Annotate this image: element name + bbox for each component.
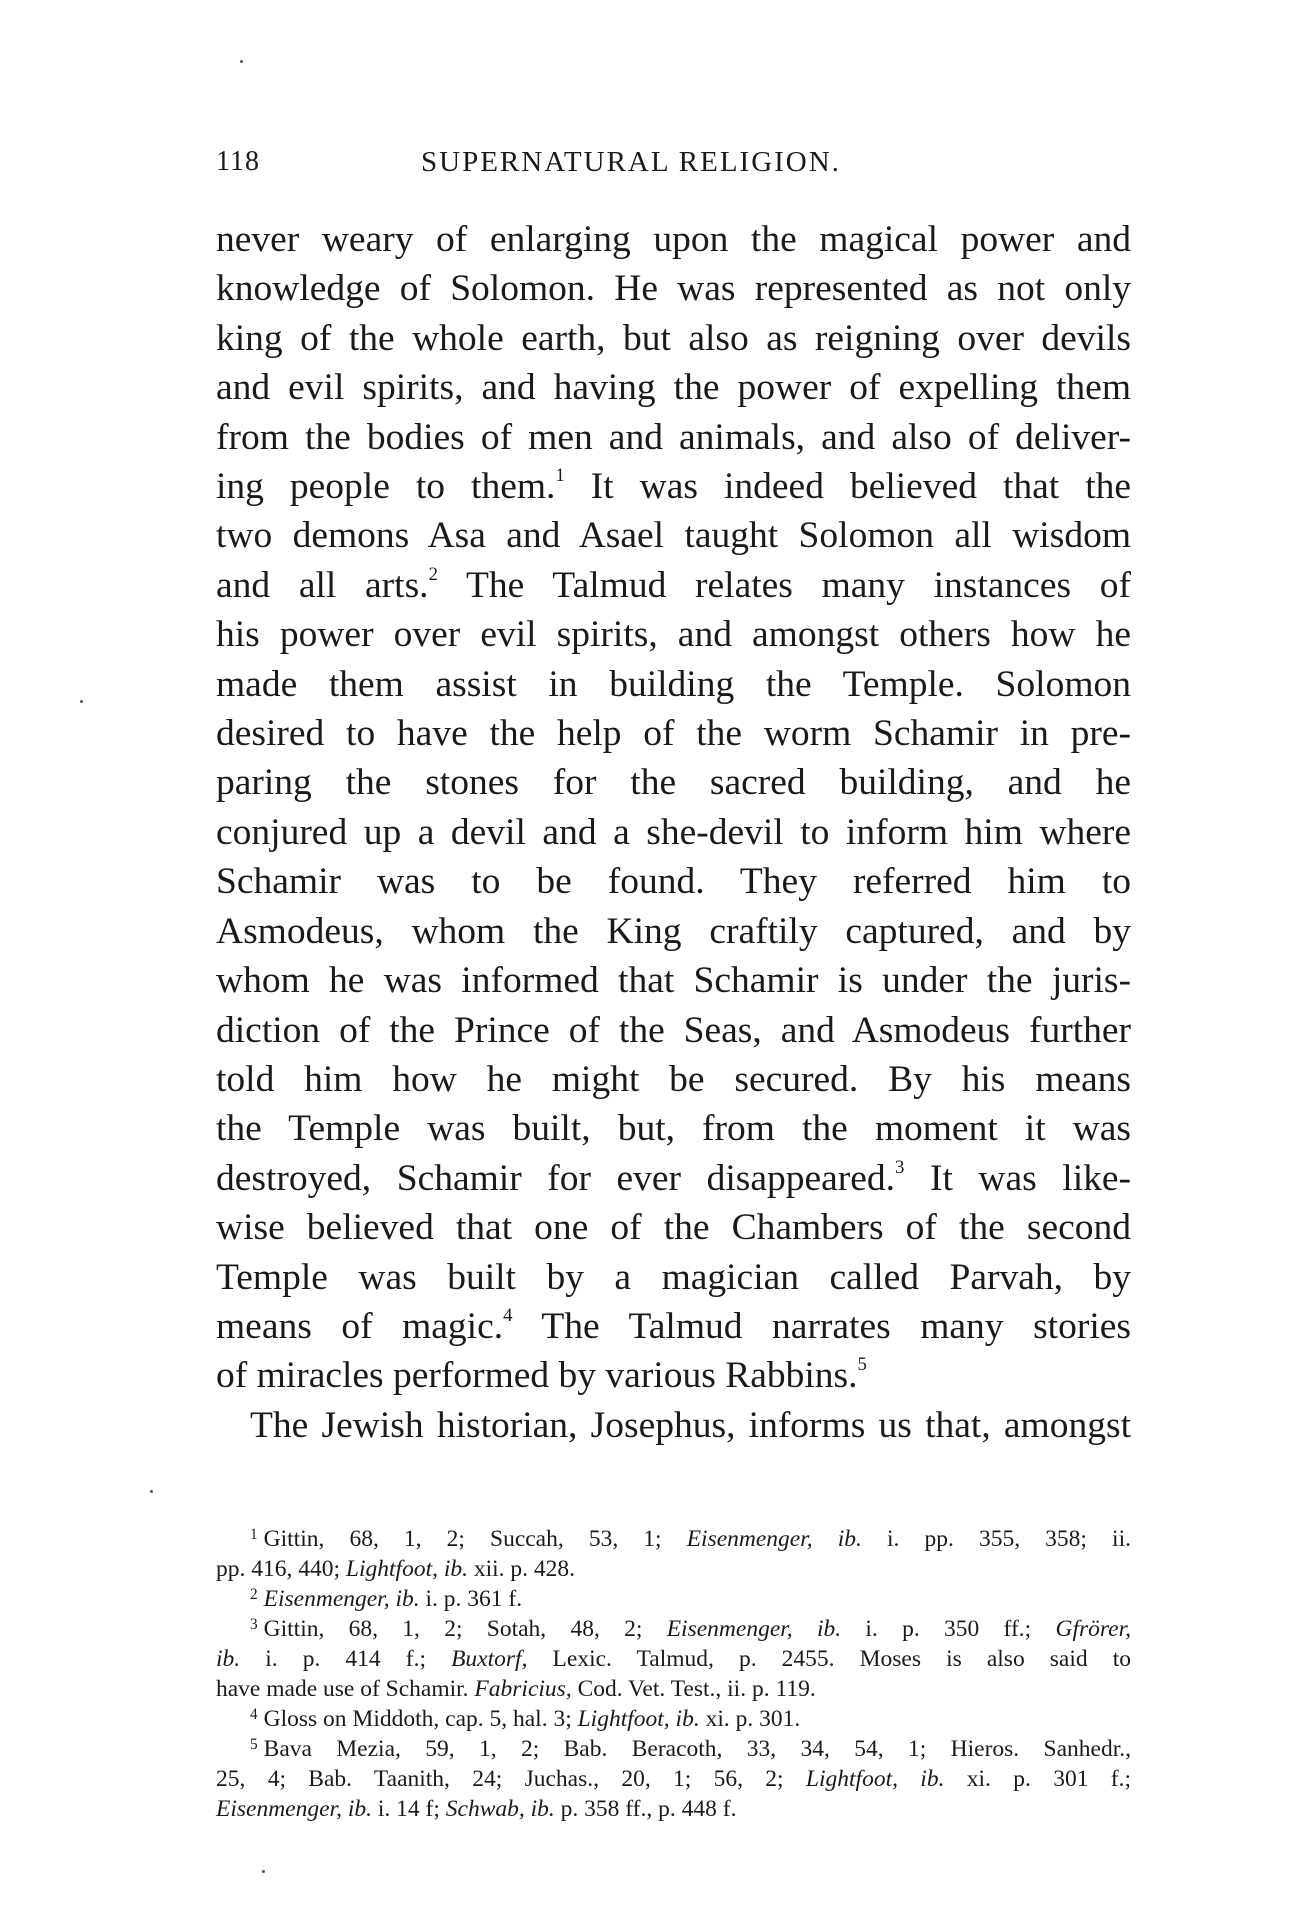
paper-speck xyxy=(150,1490,153,1493)
footnote-1: $^1$ Gittin, 68, 1, 2; Succah, 53, 1; Eisenmenger, ib. i. pp. 355, 358; ii. xyxy=(250,1526,1131,1552)
text-line: Schamir was to be found. They referred him to xyxy=(216,861,1131,903)
running-title: SUPERNATURAL RELIGION. xyxy=(421,146,841,178)
text-line: his power over evil spirits, and amongst others how he xyxy=(216,614,1131,656)
paper-speck xyxy=(80,700,83,703)
footnote-ref: 4 xyxy=(503,1305,513,1327)
footnote-5-cont: Eisenmenger, ib. i. 14 f; Schwab, ib. p. 358 ff., p. 448 f. xyxy=(216,1796,737,1822)
footnote-ref: 3 xyxy=(895,1156,905,1178)
text-line: never weary of enlarging upon the magical power and xyxy=(216,219,1131,260)
footnote-number: 2 xyxy=(250,1586,258,1604)
text-line: whom he was informed that Schamir is under the juris- xyxy=(216,960,1131,1002)
text-line: conjured up a devil and a she-devil to inform him where xyxy=(216,811,1131,853)
footnote-5-cont: 25, 4; Bab. Taanith, 24; Juchas., 20, 1; 56, 2; Lightfoot, ib. xi. p. 301 f.; xyxy=(216,1766,1131,1792)
running-head xyxy=(216,146,1156,186)
text-line: of miracles performed by various Rabbins.$^5$ xyxy=(216,1354,867,1397)
footnote-number: 3 xyxy=(250,1616,258,1634)
text-line: from the bodies of men and animals, and also of deliver- xyxy=(216,416,1131,458)
text-line: knowledge of Solomon. He was represented as not only xyxy=(216,268,1131,310)
footnote-number: 1 xyxy=(250,1526,258,1544)
text-line: two demons Asa and Asael taught Solomon all wisdom xyxy=(216,515,1131,557)
body-text xyxy=(216,215,1131,1450)
text-line: Asmodeus, whom the King craftily captured, and by xyxy=(216,910,1131,952)
text-line: and evil spirits, and having the power of expelling them xyxy=(216,367,1131,409)
footnote-3-cont: ib. i. p. 414 f.; Buxtorf, Lexic. Talmud, p. 2455. Moses is also said to xyxy=(216,1646,1131,1672)
text-line: the Temple was built, but, from the moment it was xyxy=(216,1108,1131,1150)
text-line: The Jewish historian, Josephus, informs us that, amongst xyxy=(250,1404,1131,1446)
footnote-ref: 5 xyxy=(857,1354,867,1376)
text-line: desired to have the help of the worm Schamir in pre- xyxy=(216,713,1131,755)
paper-speck xyxy=(240,60,243,63)
footnotes xyxy=(216,1524,1131,1824)
footnote-5: $^5$ Bava Mezia, 59, 1, 2; Bab. Beracoth, 33, 34, 54, 1; Hieros. Sanhedr., xyxy=(250,1736,1131,1762)
paper-speck xyxy=(262,1870,265,1873)
text-line: ing people to them.$^1$ It was indeed believed that the xyxy=(216,465,1132,508)
footnote-2: $^2$ Eisenmenger, ib. i. p. 361 f. xyxy=(250,1586,523,1612)
text-line: and all arts.$^2$ The Talmud relates many instances of xyxy=(216,563,1131,606)
footnote-ref: 2 xyxy=(428,563,438,585)
text-line: paring the stones for the sacred building, and he xyxy=(216,762,1131,804)
footnote-1-cont: pp. 416, 440; Lightfoot, ib. xii. p. 428. xyxy=(216,1556,576,1582)
footnote-4: $^4$ Gloss on Middoth, cap. 5, hal. 3; Lightfoot, ib. xi. p. 301. xyxy=(250,1706,801,1732)
text-line: Temple was built by a magician called Parvah, by xyxy=(216,1256,1131,1298)
footnote-number: 5 xyxy=(250,1736,258,1754)
page-number: 118 xyxy=(216,146,260,177)
text-line: king of the whole earth, but also as reigning over devils xyxy=(216,317,1131,359)
text-line: made them assist in building the Temple. Solomon xyxy=(216,663,1131,705)
footnote-3-cont: have made use of Schamir. Fabricius, Cod. Vet. Test., ii. p. 119. xyxy=(216,1676,816,1702)
footnote-ref: 1 xyxy=(555,465,565,487)
text-line: told him how he might be secured. By his means xyxy=(216,1058,1131,1100)
text-line: wise believed that one of the Chambers of the second xyxy=(216,1207,1131,1249)
text-line: diction of the Prince of the Seas, and Asmodeus further xyxy=(216,1009,1131,1051)
footnote-3: $^3$ Gittin, 68, 1, 2; Sotah, 48, 2; Eisenmenger, ib. i. p. 350 ff.; Gfrörer, xyxy=(250,1616,1131,1642)
text-line: means of magic.$^4$ The Talmud narrates many stories xyxy=(216,1305,1131,1347)
text-line: destroyed, Schamir for ever disappeared.$^3$ It was like- xyxy=(216,1156,1131,1199)
footnote-number: 4 xyxy=(250,1706,258,1724)
